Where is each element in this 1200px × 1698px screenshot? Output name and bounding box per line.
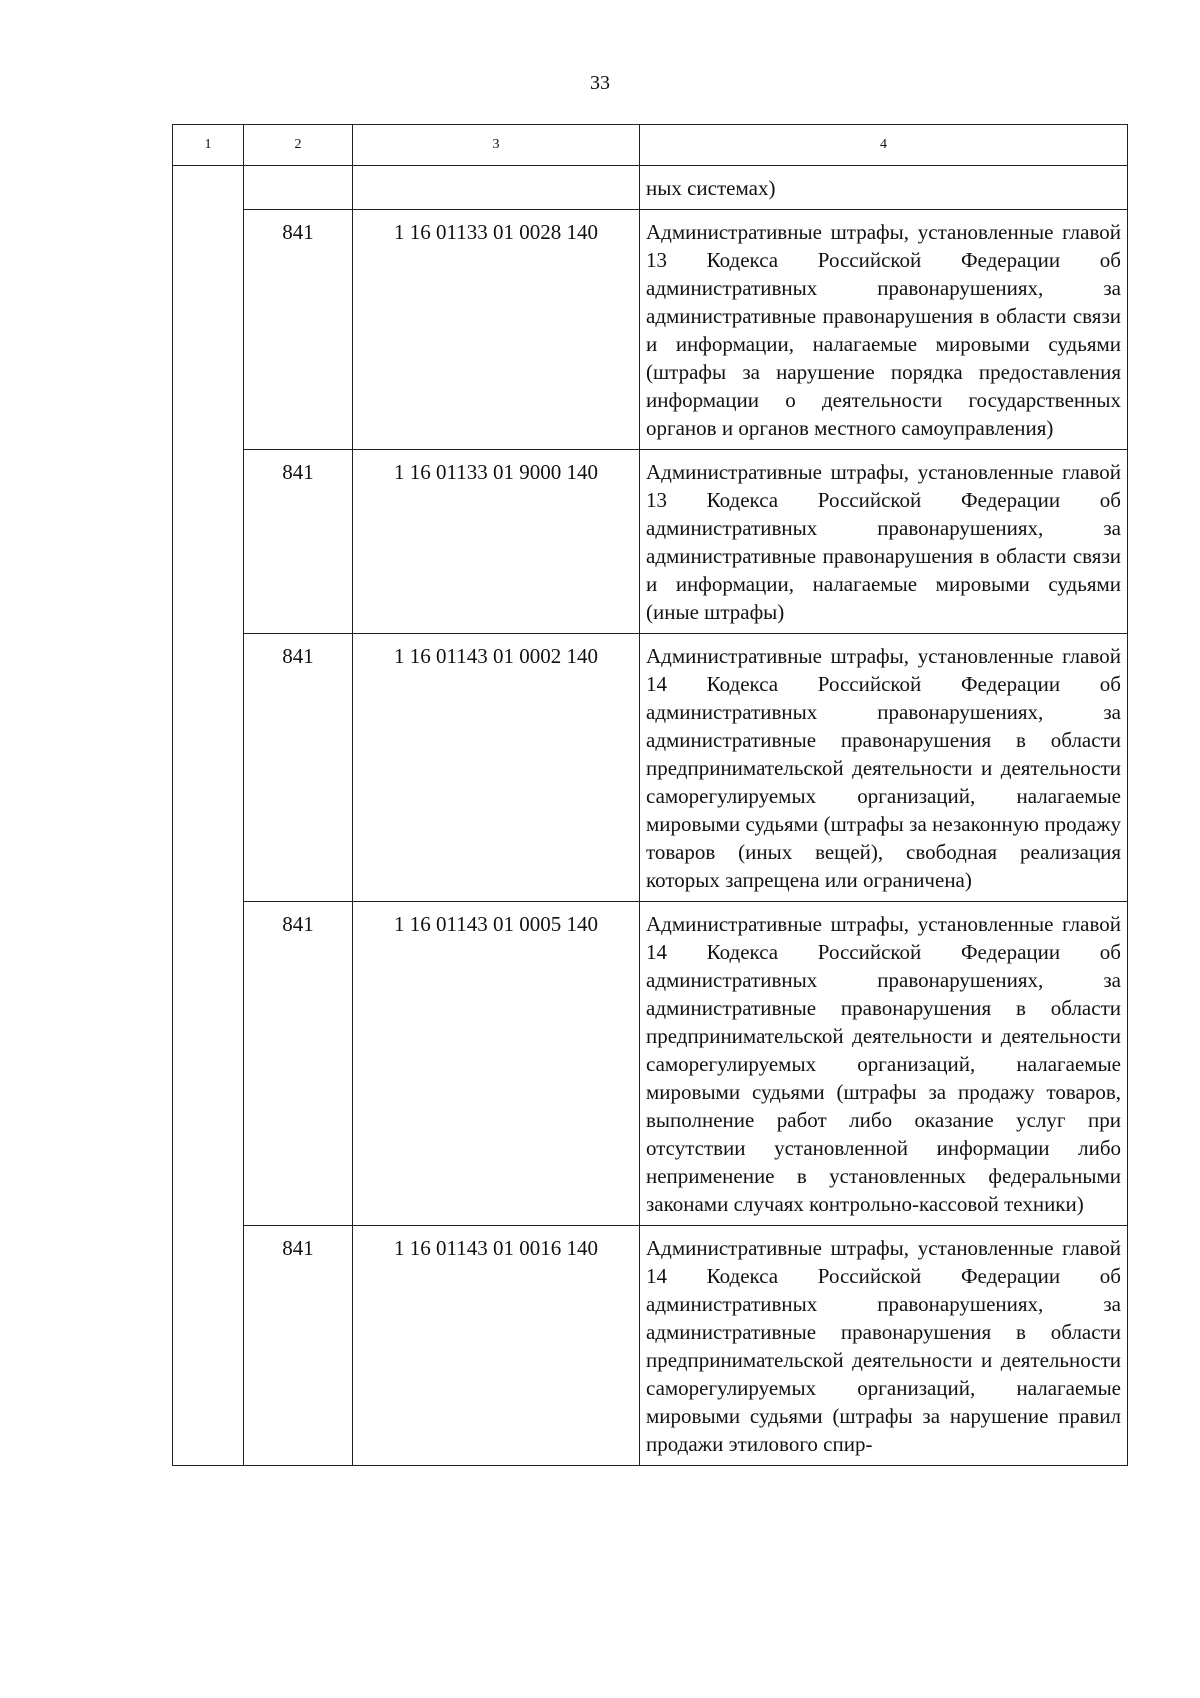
description-text: Административные штрафы, установленные главой 14 Кодекса Российской Федерации об административных правонарушениях, за административные правонарушения в области предпринимательской деятельности и деятельности саморегулируемых организаций, налагаемые мировыми судьями (штрафы за незаконную продажу товаров (иных вещей), свободная реализация которых запрещена или ограничена): [646, 644, 1121, 892]
description-text: Административные штрафы, установленные главой 13 Кодекса Российской Федерации об административных правонарушениях, за административные правонарушения в области связи и информации, налагаемые мировыми судьями (штрафы за нарушение порядка предоставления информации о деятельности государственных органов и органов местного самоуправления): [646, 220, 1121, 440]
table-row: [173, 166, 1128, 210]
header-row: [173, 125, 1128, 166]
description-text: Административные штрафы, установленные главой 14 Кодекса Российской Федерации об административных правонарушениях, за административные правонарушения в области предпринимательской деятельности и деятельности саморегулируемых организаций, налагаемые мировыми судьями (штрафы за нарушение правил продажи этилового спир-: [646, 1236, 1121, 1456]
budget-code-cell: 1 16 01133 01 9000 140: [353, 450, 640, 634]
header-col-3: 3: [353, 125, 640, 166]
budget-code-cell: 1 16 01133 01 0028 140: [353, 210, 640, 450]
description-text: Административные штрафы, установленные главой 13 Кодекса Российской Федерации об административных правонарушениях, за административные правонарушения в области связи и информации, налагаемые мировыми судьями (иные штрафы): [646, 460, 1121, 624]
table-body: [173, 166, 1128, 1466]
admin-code-cell: 841: [244, 210, 353, 450]
admin-code-cell: 841: [244, 450, 353, 634]
header-col-1: 1: [173, 125, 244, 166]
table-row: [173, 1226, 1128, 1466]
table-row: [173, 634, 1128, 902]
admin-code-cell: 841: [244, 634, 353, 902]
budget-code-cell: [353, 166, 640, 210]
description-text: ных системах): [646, 176, 776, 200]
description-cell: [640, 634, 1128, 902]
page-number: 33: [590, 72, 610, 94]
table-row: [173, 450, 1128, 634]
description-cell: [640, 450, 1128, 634]
budget-code-table: [172, 124, 1128, 1466]
description-cell: [640, 902, 1128, 1226]
description-cell: [640, 210, 1128, 450]
header-col-2: 2: [244, 125, 353, 166]
description-cell: [640, 1226, 1128, 1466]
description-text: Административные штрафы, установленные главой 14 Кодекса Российской Федерации об административных правонарушениях, за административные правонарушения в области предпринимательской деятельности и деятельности саморегулируемых организаций, налагаемые мировыми судьями (штрафы за продажу товаров, выполнение работ либо оказание услуг при отсутствии установленной информации либо неприменение в установленных федеральными законами случаях контрольно-кассовой техники): [646, 912, 1121, 1216]
budget-code-cell: 1 16 01143 01 0005 140: [353, 902, 640, 1226]
admin-code-cell: [244, 166, 353, 210]
table-row: [173, 210, 1128, 450]
column-1-cell: [173, 166, 244, 1466]
table-header: [173, 125, 1128, 166]
budget-code-cell: 1 16 01143 01 0002 140: [353, 634, 640, 902]
admin-code-cell: 841: [244, 1226, 353, 1466]
description-cell: [640, 166, 1128, 210]
table-row: [173, 902, 1128, 1226]
budget-code-cell: 1 16 01143 01 0016 140: [353, 1226, 640, 1466]
header-col-4: 4: [640, 125, 1128, 166]
admin-code-cell: 841: [244, 902, 353, 1226]
